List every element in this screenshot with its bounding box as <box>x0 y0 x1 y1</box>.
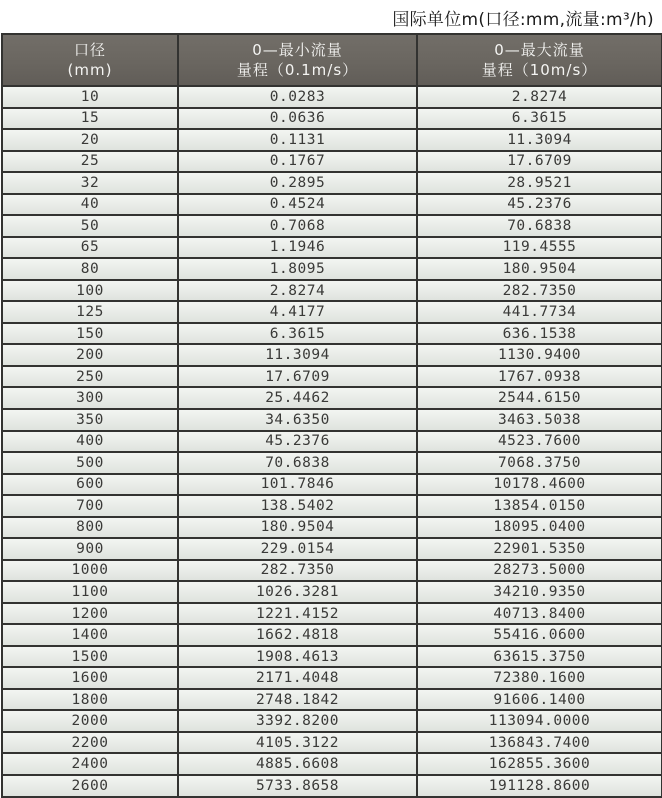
header-diameter-line2: (mm) <box>67 61 113 79</box>
diameter-cell: 250 <box>2 366 178 388</box>
min-flow-cell: 2.8274 <box>178 280 417 302</box>
min-flow-cell: 1.8095 <box>178 258 417 280</box>
max-flow-cell: 7068.3750 <box>417 452 662 474</box>
header-max-flow-line1: 0—最大流量 <box>494 40 585 59</box>
diameter-cell: 1800 <box>2 689 178 711</box>
diameter-cell: 300 <box>2 387 178 409</box>
table-row <box>2 323 662 345</box>
table-row <box>2 129 662 151</box>
diameter-cell: 2400 <box>2 753 178 775</box>
diameter-cell: 65 <box>2 237 178 259</box>
min-flow-cell: 1026.3281 <box>178 581 417 603</box>
table-row <box>2 237 662 259</box>
header-max-flow <box>417 34 662 86</box>
table-row <box>2 452 662 474</box>
diameter-cell: 700 <box>2 495 178 517</box>
table-row <box>2 538 662 560</box>
diameter-cell: 15 <box>2 108 178 130</box>
min-flow-cell: 45.2376 <box>178 431 417 453</box>
min-flow-cell: 180.9504 <box>178 517 417 539</box>
max-flow-cell: 2.8274 <box>417 86 662 108</box>
table-row <box>2 344 662 366</box>
max-flow-cell: 441.7734 <box>417 301 662 323</box>
min-flow-cell: 0.0283 <box>178 86 417 108</box>
header-diameter <box>2 34 178 86</box>
table-row <box>2 258 662 280</box>
table-row <box>2 753 662 775</box>
table-row <box>2 667 662 689</box>
table-row <box>2 280 662 302</box>
diameter-cell: 900 <box>2 538 178 560</box>
min-flow-cell: 0.7068 <box>178 215 417 237</box>
min-flow-cell: 101.7846 <box>178 474 417 496</box>
table-body <box>2 86 662 797</box>
table-row <box>2 194 662 216</box>
diameter-cell: 1200 <box>2 603 178 625</box>
table-row <box>2 689 662 711</box>
table-row <box>2 710 662 732</box>
min-flow-cell: 229.0154 <box>178 538 417 560</box>
header-min-flow-line2: 量程（0.1m/s） <box>236 61 359 79</box>
min-flow-cell: 3392.8200 <box>178 710 417 732</box>
min-flow-cell: 0.4524 <box>178 194 417 216</box>
table-row <box>2 624 662 646</box>
max-flow-cell: 2544.6150 <box>417 387 662 409</box>
diameter-cell: 2200 <box>2 732 178 754</box>
header-max-flow-line2: 量程（10m/s） <box>481 61 598 79</box>
table-row <box>2 108 662 130</box>
max-flow-cell: 6.3615 <box>417 108 662 130</box>
table-row <box>2 215 662 237</box>
min-flow-cell: 2171.4048 <box>178 667 417 689</box>
table-row <box>2 431 662 453</box>
max-flow-cell: 70.6838 <box>417 215 662 237</box>
table-row <box>2 517 662 539</box>
header-min-flow <box>178 34 417 86</box>
min-flow-cell: 1221.4152 <box>178 603 417 625</box>
max-flow-cell: 4523.7600 <box>417 431 662 453</box>
max-flow-cell: 17.6709 <box>417 151 662 173</box>
diameter-cell: 200 <box>2 344 178 366</box>
diameter-cell: 150 <box>2 323 178 345</box>
max-flow-cell: 282.7350 <box>417 280 662 302</box>
max-flow-cell: 119.4555 <box>417 237 662 259</box>
min-flow-cell: 6.3615 <box>178 323 417 345</box>
table-row <box>2 732 662 754</box>
min-flow-cell: 0.1131 <box>178 129 417 151</box>
max-flow-cell: 63615.3750 <box>417 646 662 668</box>
min-flow-cell: 1662.4818 <box>178 624 417 646</box>
table-row <box>2 172 662 194</box>
diameter-cell: 1400 <box>2 624 178 646</box>
diameter-cell: 1100 <box>2 581 178 603</box>
min-flow-cell: 4.4177 <box>178 301 417 323</box>
max-flow-cell: 40713.8400 <box>417 603 662 625</box>
max-flow-cell: 72380.1600 <box>417 667 662 689</box>
header-row <box>2 34 662 86</box>
min-flow-cell: 4105.3122 <box>178 732 417 754</box>
max-flow-cell: 45.2376 <box>417 194 662 216</box>
max-flow-cell: 34210.9350 <box>417 581 662 603</box>
min-flow-cell: 1.1946 <box>178 237 417 259</box>
diameter-cell: 80 <box>2 258 178 280</box>
diameter-cell: 125 <box>2 301 178 323</box>
max-flow-cell: 636.1538 <box>417 323 662 345</box>
diameter-cell: 2000 <box>2 710 178 732</box>
min-flow-cell: 34.6350 <box>178 409 417 431</box>
table-header <box>2 34 662 86</box>
max-flow-cell: 55416.0600 <box>417 624 662 646</box>
table-row <box>2 775 662 797</box>
header-min-flow-line1: 0—最小流量 <box>252 40 343 59</box>
max-flow-cell: 1767.0938 <box>417 366 662 388</box>
max-flow-cell: 136843.7400 <box>417 732 662 754</box>
diameter-cell: 10 <box>2 86 178 108</box>
diameter-cell: 1000 <box>2 560 178 582</box>
max-flow-cell: 162855.3600 <box>417 753 662 775</box>
title-bar <box>0 0 662 33</box>
max-flow-cell: 18095.0400 <box>417 517 662 539</box>
max-flow-cell: 113094.0000 <box>417 710 662 732</box>
table-row <box>2 409 662 431</box>
diameter-cell: 800 <box>2 517 178 539</box>
diameter-cell: 1500 <box>2 646 178 668</box>
table-row <box>2 646 662 668</box>
min-flow-cell: 11.3094 <box>178 344 417 366</box>
max-flow-cell: 191128.8600 <box>417 775 662 797</box>
table-row <box>2 366 662 388</box>
min-flow-cell: 70.6838 <box>178 452 417 474</box>
diameter-cell: 2600 <box>2 775 178 797</box>
table-row <box>2 581 662 603</box>
max-flow-cell: 3463.5038 <box>417 409 662 431</box>
diameter-cell: 350 <box>2 409 178 431</box>
min-flow-cell: 138.5402 <box>178 495 417 517</box>
table-row <box>2 387 662 409</box>
max-flow-cell: 13854.0150 <box>417 495 662 517</box>
diameter-cell: 400 <box>2 431 178 453</box>
diameter-cell: 50 <box>2 215 178 237</box>
min-flow-cell: 0.2895 <box>178 172 417 194</box>
min-flow-cell: 282.7350 <box>178 560 417 582</box>
min-flow-cell: 17.6709 <box>178 366 417 388</box>
max-flow-cell: 22901.5350 <box>417 538 662 560</box>
min-flow-cell: 1908.4613 <box>178 646 417 668</box>
table-row <box>2 301 662 323</box>
table-row <box>2 560 662 582</box>
diameter-cell: 100 <box>2 280 178 302</box>
diameter-cell: 32 <box>2 172 178 194</box>
header-diameter-line1: 口径 <box>73 40 106 59</box>
max-flow-cell: 91606.1400 <box>417 689 662 711</box>
min-flow-cell: 4885.6608 <box>178 753 417 775</box>
table-row <box>2 603 662 625</box>
diameter-cell: 500 <box>2 452 178 474</box>
min-flow-cell: 0.0636 <box>178 108 417 130</box>
max-flow-cell: 11.3094 <box>417 129 662 151</box>
min-flow-cell: 2748.1842 <box>178 689 417 711</box>
max-flow-cell: 10178.4600 <box>417 474 662 496</box>
max-flow-cell: 180.9504 <box>417 258 662 280</box>
diameter-cell: 20 <box>2 129 178 151</box>
max-flow-cell: 1130.9400 <box>417 344 662 366</box>
table-row <box>2 474 662 496</box>
table-row <box>2 86 662 108</box>
diameter-cell: 25 <box>2 151 178 173</box>
diameter-cell: 1600 <box>2 667 178 689</box>
max-flow-cell: 28273.5000 <box>417 560 662 582</box>
table-row <box>2 495 662 517</box>
max-flow-cell: 28.9521 <box>417 172 662 194</box>
min-flow-cell: 0.1767 <box>178 151 417 173</box>
diameter-cell: 600 <box>2 474 178 496</box>
flow-range-table <box>1 33 662 798</box>
min-flow-cell: 5733.8658 <box>178 775 417 797</box>
table-row <box>2 151 662 173</box>
page-title: 国际单位m(口径:mm,流量:m³/h) <box>392 10 654 30</box>
min-flow-cell: 25.4462 <box>178 387 417 409</box>
diameter-cell: 40 <box>2 194 178 216</box>
